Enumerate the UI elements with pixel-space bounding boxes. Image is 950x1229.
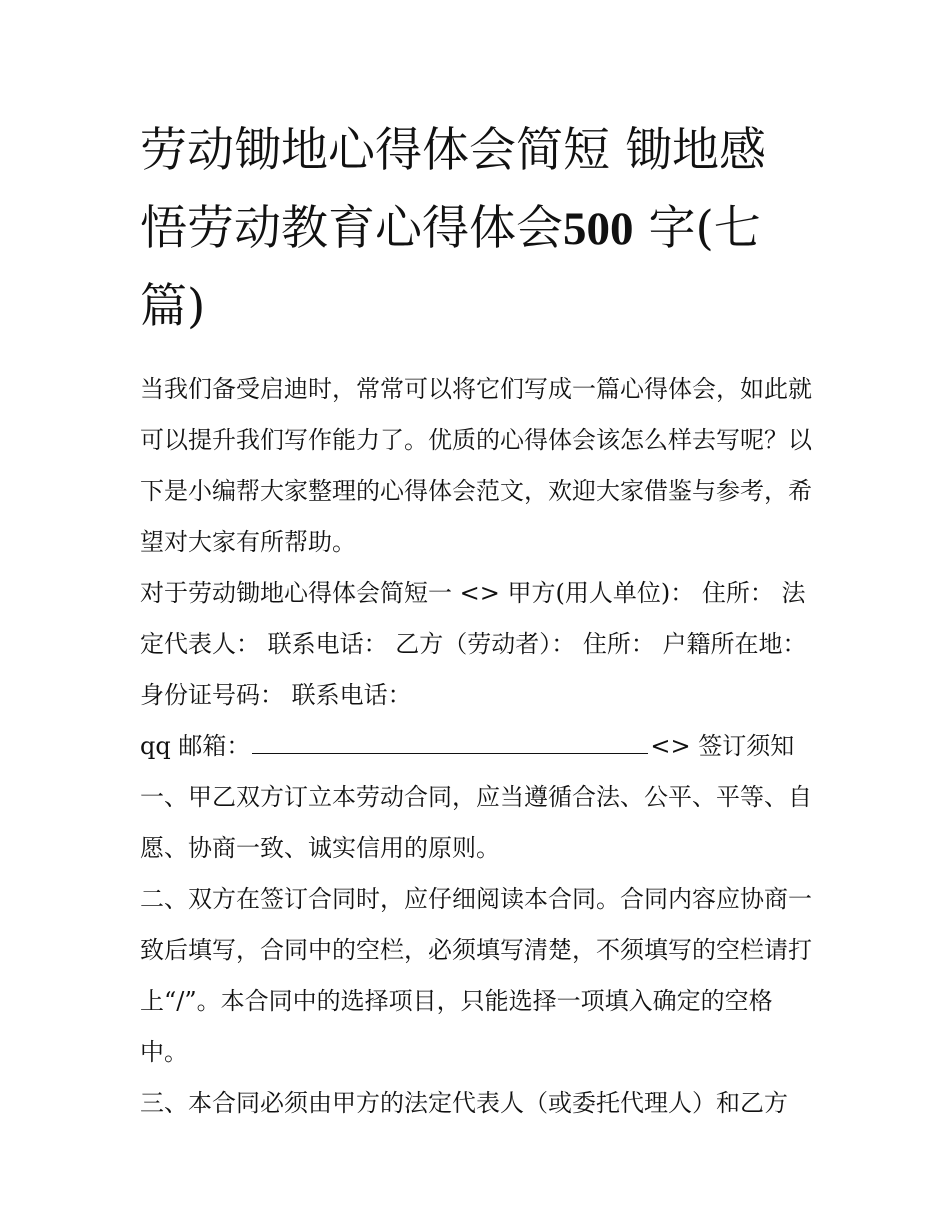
notice-item-2: 二、双方在签订合同时，应仔细阅读本合同。合同内容应协商一致后填写，合同中的空栏，必须填写清楚，不须填写的空栏请打上“/”。本合同中的选择项目，只能选择一项填入确定的空格中。 <box>140 885 812 1066</box>
title-number: 500 <box>563 203 634 255</box>
email-blank <box>252 731 648 754</box>
signing-notice-heading: <> 签订须知 <box>650 732 795 760</box>
email-line <box>140 721 812 772</box>
document-body <box>140 364 812 1129</box>
contract-parties-paragraph: 对于劳动锄地心得体会简短一 <> 甲方(用人单位)： 住所： 法定代表人： 联系电话： 乙方（劳动者）： 住所： 户籍所在地： 身份证号码： 联系电话： <box>140 579 807 709</box>
email-label: qq 邮箱： <box>140 732 251 760</box>
document-content <box>140 112 812 1129</box>
document-title <box>140 112 812 346</box>
title-text-part2: 字(七篇) <box>140 201 761 334</box>
intro-paragraph: 当我们备受启迪时，常常可以将它们写成一篇心得体会，如此就可以提升我们写作能力了。优质的心得体会该怎么样去写呢？以下是小编帮大家整理的心得体会范文，欢迎大家借鉴与参考，希望对大家有所帮助。 <box>140 375 812 556</box>
notice-item-3: 三、本合同必须由甲方的法定代表人（或委托代理人）和乙方 <box>140 1089 788 1117</box>
title-text-part1: 劳动锄地心得体会简短 锄地感悟劳动教育心得体会 <box>140 123 766 256</box>
notice-item-1: 一、甲乙双方订立本劳动合同，应当遵循合法、公平、平等、自愿、协商一致、诚实信用的原则。 <box>140 783 812 862</box>
